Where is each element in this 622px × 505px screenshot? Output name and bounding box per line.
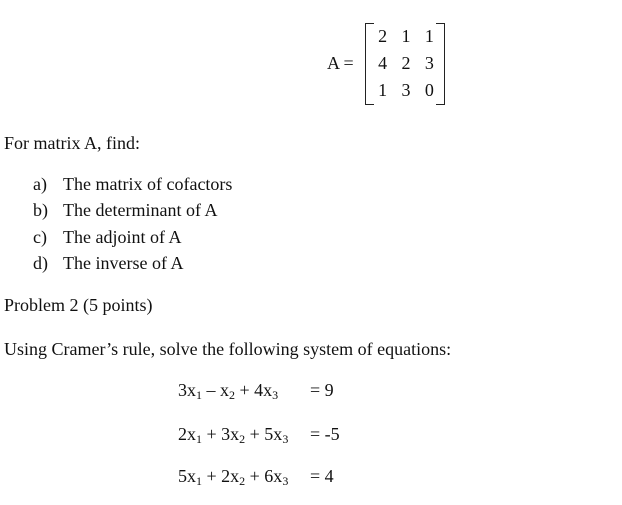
item-text: The matrix of cofactors	[63, 174, 233, 194]
matrix-cell: 1	[401, 26, 411, 46]
item-label: a)	[33, 174, 47, 194]
problem-instruction: Using Cramer’s rule, solve the following system of equations:	[4, 339, 452, 359]
matrix-cell: 4	[378, 53, 388, 73]
item-label: c)	[33, 227, 47, 247]
equation	[178, 380, 334, 401]
matrix-row	[371, 23, 441, 50]
list-item	[33, 227, 181, 248]
matrix-row	[371, 50, 441, 77]
matrix-cell: 1	[378, 80, 388, 100]
matrix-cell: 3	[424, 53, 434, 73]
list-item	[33, 253, 183, 274]
equation-rhs: = 9	[310, 380, 334, 400]
matrix-label: A =	[327, 53, 354, 73]
matrix-cell: 2	[401, 53, 411, 73]
matrix-cell: 0	[424, 80, 434, 100]
matrix-row	[371, 77, 441, 104]
equation-lhs: $3x_1 - x_2 + 4x_3$	[178, 380, 279, 402]
equation-lhs: $5x_1 + 2x_2 + 6x_3$	[178, 466, 289, 488]
matrix-grid	[371, 23, 441, 104]
equation	[178, 466, 334, 487]
matrix-cell: 2	[378, 26, 388, 46]
item-label: d)	[33, 253, 48, 273]
item-text: The inverse of A	[63, 253, 184, 273]
equation-rhs: = -5	[310, 424, 340, 444]
problem-title: Problem 2 (5 points)	[4, 295, 153, 315]
list-item	[33, 174, 232, 195]
equation	[178, 424, 340, 445]
item-text: The determinant of A	[63, 200, 218, 220]
intro-text: For matrix A, find:	[4, 133, 140, 153]
item-text: The adjoint of A	[63, 227, 182, 247]
matrix-right-bracket	[436, 23, 445, 105]
equation-lhs: $2x_1 + 3x_2 + 5x_3$	[178, 424, 289, 446]
matrix-cell: 1	[424, 26, 434, 46]
item-label: b)	[33, 200, 48, 220]
equation-rhs: = 4	[310, 466, 334, 486]
matrix-cell: 3	[401, 80, 411, 100]
list-item	[33, 200, 217, 221]
